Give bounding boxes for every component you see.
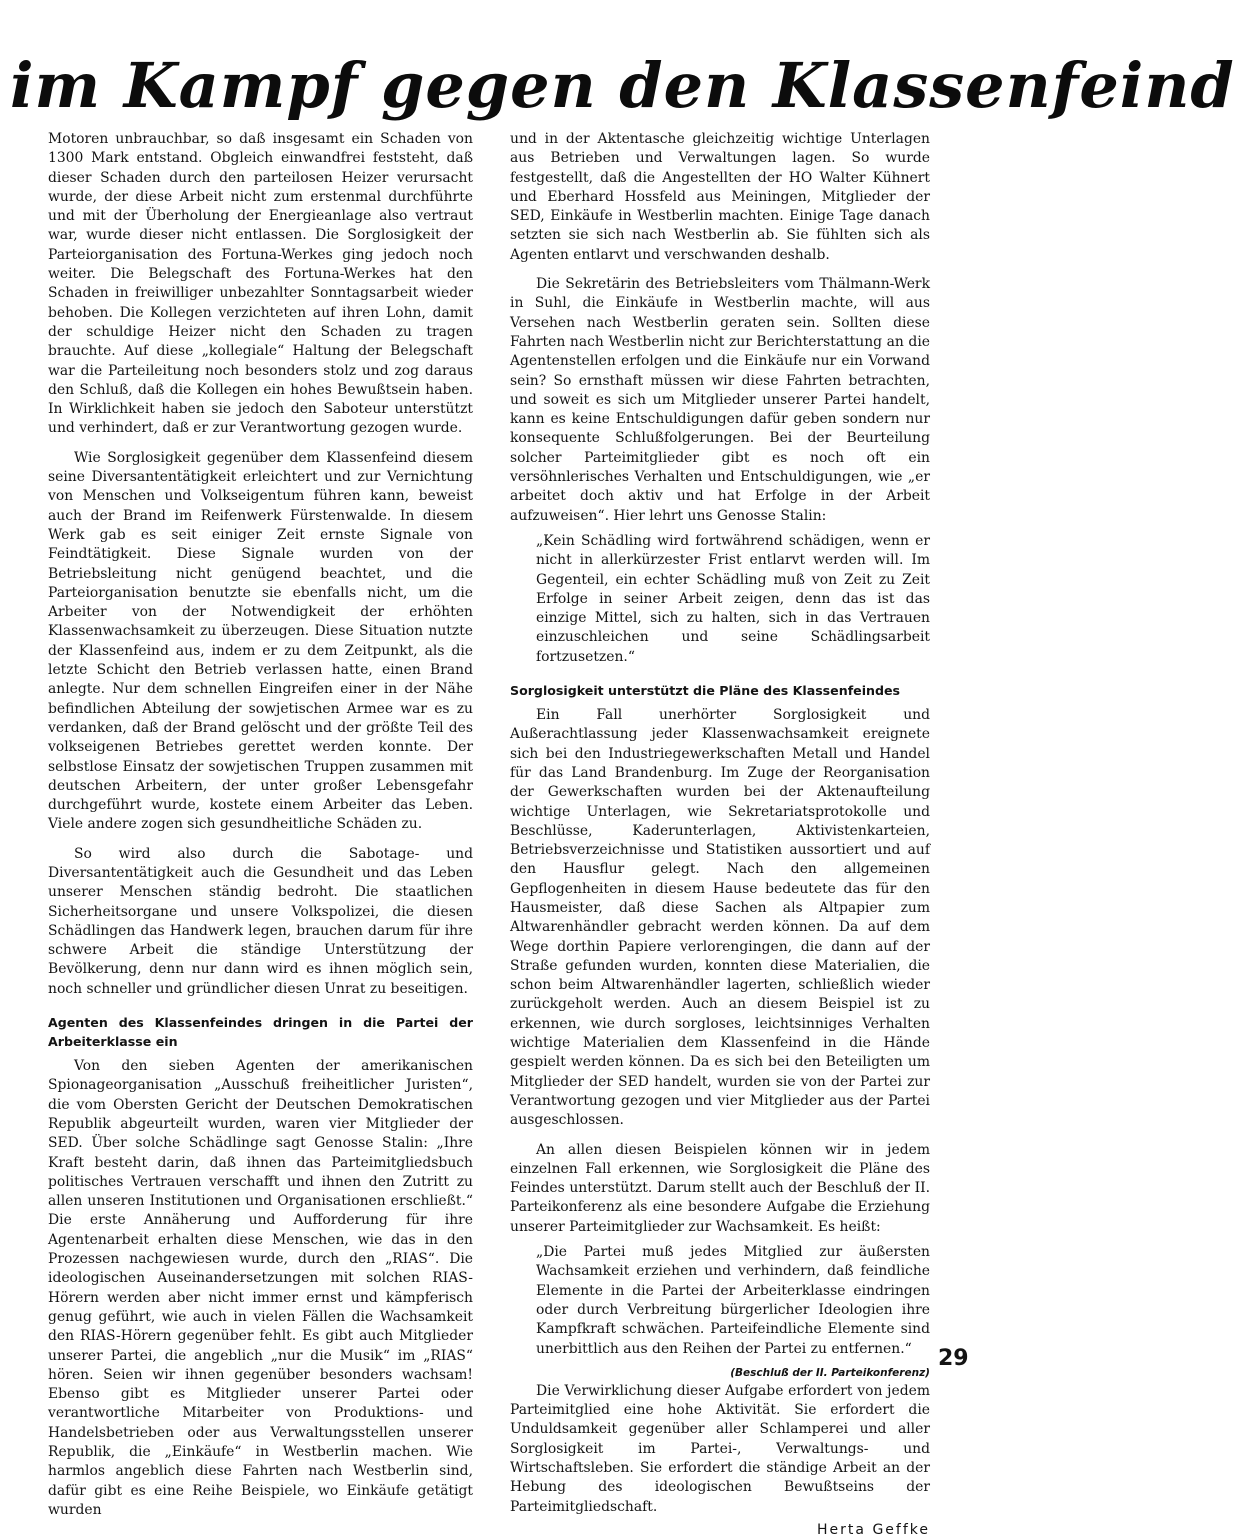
page-number: 29 — [938, 1346, 969, 1371]
paragraph: Die Sekretärin des Betriebsleiters vom Thälmann-Werk in Suhl, die Einkäufe in Westberlin machte, will aus Versehen nach Westberlin geraten sein. Sollten diese Fahrten nach Westberlin nicht zur Berichterstattung an die Agentenstellen erfolgen und die Einkäufe nur ein Vorwand sein? So ernsthaft müssen wir diese Fahrten betrachten, und soweit es sich um Mitglieder unserer Partei handelt, kann es keine Entschuldigungen dafür geben sondern nur konsequente Schlußfolgerungen. Bei der Beurteilung solcher Parteimitglieder gibt es noch oft ein versöhnlerisches Verhalten und Entschuldigungen, wie „er arbeitet doch aktiv und hat Erfolge in der Arbeit aufzuweisen“. Hier lehrt uns Genosse Stalin: — [510, 276, 930, 524]
quote-source: (Beschluß der II. Parteikonferenz) — [730, 1366, 930, 1379]
paragraph: und in der Aktentasche gleichzeitig wichtige Unterlagen aus Betrieben und Verwaltungen lagen. So wurde festgestellt, daß die Angestellten der HO Walter Kühnert und Eberhard Hossfeld aus Meiningen, Mitglieder der SED, Einkäufe in Westberlin machten. Einige Tage danach setzten sie sich nach Westberlin ab. Sie fühlten sich als Agenten entlarvt und verschwanden deshalb. — [510, 131, 930, 263]
paragraph: So wird also durch die Sabotage- und Diversantentätigkeit auch die Gesundheit und das Leben unserer Menschen ständig bedroht. Die staatlichen Sicherheitsorgane und unsere Volkspolizei, die diesen Schädlingen das Handwerk legen, brauchen darum für ihre schwere Arbeit die ständige Unterstützung der Bevölkerung, denn nur dann wird es ihnen möglich sein, noch schneller und gründlicher diesen Unrat zu beseitigen. — [48, 845, 473, 997]
paragraph: Von den sieben Agenten der amerikanischen Spionageorganisation „Ausschuß freiheitlicher Juristen“, die vom Obersten Gericht der Deutschen Demokratischen Republik abgeurteilt wurden, waren vier Mitglieder der SED. Über solche Schädlinge sagt Genosse Stalin: „Ihre Kraft besteht darin, daß ihnen das Parteimitgliedsbuch politisches Vertrauen verschafft und ihnen den Zutritt zu allen unseren Institutionen und Organisationen erschließt.“ Die erste Annäherung und Aufforderung für ihre Agentenarbeit erhalten diese Menschen, wie das in den Prozessen nachgewiesen wurde, durch den „RIAS“. Die ideologischen Auseinandersetzungen mit solchen RIAS-Hörern werden aber nicht immer ernst und kämpferisch genug geführt, wie auch in vielen Fällen die Wachsamkeit den RIAS-Hörern gegenüber fehlt. Es gibt auch Mitglieder unserer Partei, die angeblich „nur die Musik“ im „RIAS“ hören. Seien wir ihnen gegenüber besonders wachsam! Ebenso gibt es Mitglieder unserer Partei oder verantwortliche Mitarbeiter von Produktions- und Handelsbetrieben oder aus Verwaltungsstellen unserer Republik, die „Einkäufe“ in Westberlin machen. Wie harmlos angeblich diese Fahrten nach Westberlin sind, dafür gibt es eine Reihe Beispiele, wo Einkäufe getätigt wurden — [48, 1058, 473, 1518]
paragraph: Wie Sorglosigkeit gegenüber dem Klassenfeind diesem seine Diversantentätigkeit erleichtert und zur Vernichtung von Menschen und Volkseigentum führen kann, beweist auch der Brand im Reifenwerk Fürstenwalde. In diesem Werk gab es seit einiger Zeit ernste Signale von Feindtätigkeit. Diese Signale wurden von der Betriebsleitung nicht genügend beachtet, und die Parteiorganisation benutzte sie ebenfalls nicht, um die Arbeiter von der Notwendigkeit der erhöhten Klassenwachsamkeit zu überzeugen. Diese Situation nutzte der Klassenfeind aus, indem er zu dem Zeitpunkt, als die letzte Schicht den Betrieb verlassen hatte, einen Brand anlegte. Nur dem schnellen Eingreifen einer in der Nähe befindlichen Abteilung der sowjetischen Armee war es zu verdanken, daß der Brand gelöscht und der größte Teil des volkseigenen Betriebes gerettet werden konnte. Der selbstlose Einsatz der sowjetischen Truppen zusammen mit deutschen Arbeitern, der unter großer Lebensgefahr durchgeführt wurde, kostete einem Arbeiter das Leben. Viele andere zogen sich gesundheitliche Schäden zu. — [48, 449, 473, 833]
paragraph: Motoren unbrauchbar, so daß insgesamt ein Schaden von 1300 Mark entstand. Obgleich einwandfrei feststeht, daß dieser Schaden durch den parteilosen Heizer verursacht wurde, der diese Arbeit nicht zum erstenmal durchführte und mit der Überholung der Energieanlage also vertraut war, wurde dieser nicht entlassen. Die Sorglosigkeit der Parteiorganisation des Fortuna-Werkes ging jedoch noch weiter. Die Belegschaft des Fortuna-Werkes hat den Schaden in freiwilliger unbezahlter Sonntagsarbeit wieder behoben. Die Kollegen verzichteten auf ihren Lohn, damit der schuldige Heizer nicht den Schaden zu tragen brauchte. Auf diese „kollegiale“ Haltung der Belegschaft war die Parteileitung noch besonders stolz und zog daraus den Schluß, daß die Kollegen ein hohes Bewußtsein haben. In Wirklichkeit haben sie jedoch den Saboteur unterstützt und verhindert, daß er zur Verantwortung gezogen wurde. — [48, 131, 473, 437]
paragraph: An allen diesen Beispielen können wir in jedem einzelnen Fall erkennen, wie Sorglosigkeit die Pläne des Feindes unterstützt. Darum stellt auch der Beschluß der II. Parteikonferenz als eine besondere Aufgabe die Erziehung unserer Parteimitglieder zur Wachsamkeit. Es heißt: — [510, 1141, 930, 1235]
section-heading: Sorglosigkeit unterstützt die Pläne des Klassenfeindes — [510, 683, 901, 699]
section-heading: Agenten des Klassenfeindes dringen in die Partei der Arbeiterklasse ein — [48, 1015, 473, 1050]
resolution-quote: „Die Partei muß jedes Mitglied zur äußersten Wachsamkeit erziehen und verhindern, daß feindliche Elemente in die Partei der Arbeiterklasse eindringen oder durch Verbreitung bürgerlicher Ideologien ihre Kampfkraft schwächen. Parteifeindliche Elemente sind unerbittlich aus den Reihen der Partei zu entfernen.“ — [536, 1244, 930, 1357]
author-signature: Herta Geffke — [817, 1521, 930, 1538]
left-column — [48, 130, 473, 1520]
stalin-quote: „Kein Schädling wird fortwährend schädigen, wenn er nicht in allerkürzester Frist entlarvt werden will. Im Gegenteil, ein echter Schädling muß von Zeit zu Zeit Erfolge in seiner Arbeit zeigen, denn das ist das einzige Mittel, sich zu halten, sich in das Vertrauen einzuschleichen und seine Schädlingsarbeit fortzusetzen.“ — [536, 532, 930, 665]
right-column — [510, 130, 930, 1540]
paragraph: Die Verwirklichung dieser Aufgabe erfordert von jedem Parteimitglied eine hohe Aktivität. Sie erfordert die Unduldsamkeit gegenüber aller Schlamperei und aller Sorglosigkeit im Partei-, Verwaltungs- und Wirtschaftsleben. Sie erfordert die ständige Arbeit an der Hebung des ideologischen Bewußtseins der Parteimitgliedschaft. — [510, 1382, 930, 1515]
paragraph: Ein Fall unerhörter Sorglosigkeit und Außerachtlassung jeder Klassenwachsamkeit ereignete sich bei den Industriegewerkschaften Metall und Handel für das Land Brandenburg. Im Zuge der Reorganisation der Gewerkschaften wurden bei der Aktenaufteilung wichtige Unterlagen, wie Sekretariatsprotokolle und Beschlüsse, Kaderunterlagen, Aktivistenkarteien, Betriebsverzeichnisse und Statistiken aussortiert und auf den Hausflur gelegt. Nach den allgemeinen Gepflogenheiten in diesem Hause bedeutete das für den Hausmeister, daß diese Sachen als Altpapier zum Altwarenhändler gebracht werden können. Da auf dem Wege dorthin Papiere verlorengingen, die dann auf der Straße gefunden wurden, konnten diese Materialien, die schon beim Altwarenhändler lagerten, schließlich wieder zurückgeholt werden. Auch an diesem Beispiel ist zu erkennen, wie durch sorgloses, leichtsinniges Verhalten wichtige Materialien dem Klassenfeind in die Hände gespielt werden können. Da es sich bei den Beteiligten um Mitglieder der SED handelt, wurden sie von der Partei zur Verantwortung gezogen und vier Mitglieder aus der Partei ausgeschlossen. — [510, 707, 930, 1129]
headline: im Kampf gegen den Klassenfeind — [10, 49, 1235, 122]
